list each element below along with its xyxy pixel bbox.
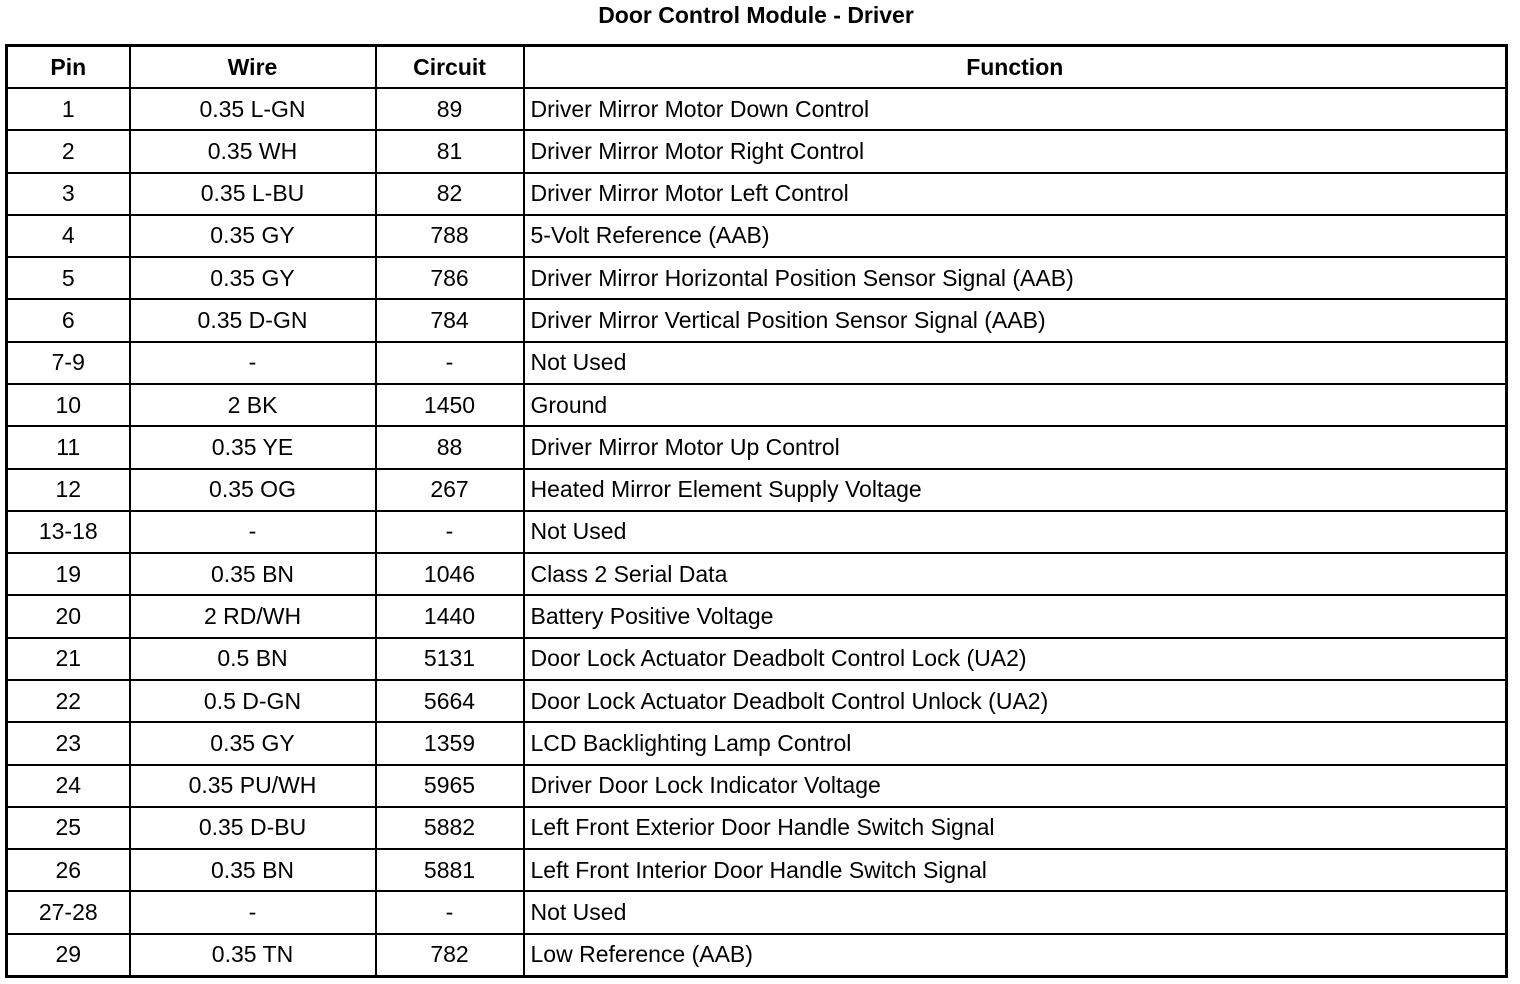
pin-cell: 24 (7, 765, 130, 807)
function-cell: Door Lock Actuator Deadbolt Control Unlock (UA2) (524, 680, 1507, 722)
circuit-cell: 5881 (376, 849, 524, 891)
function-cell: Not Used (524, 511, 1507, 553)
pin-cell: 7-9 (7, 342, 130, 384)
wire-cell: 0.35 BN (130, 849, 376, 891)
wire-cell: 0.35 L-BU (130, 173, 376, 215)
pin-cell: 6 (7, 299, 130, 341)
pin-cell: 13-18 (7, 511, 130, 553)
pin-cell: 25 (7, 807, 130, 849)
wire-cell: 0.35 D-BU (130, 807, 376, 849)
function-cell: Class 2 Serial Data (524, 553, 1507, 595)
wire-cell: 0.5 BN (130, 638, 376, 680)
pin-cell: 2 (7, 130, 130, 172)
circuit-cell: - (376, 342, 524, 384)
wire-cell: 0.35 GY (130, 215, 376, 257)
table-row (7, 257, 1507, 299)
table-row (7, 638, 1507, 680)
circuit-cell: 88 (376, 426, 524, 468)
table-row (7, 173, 1507, 215)
table-header-row (7, 46, 1507, 89)
circuit-cell: 786 (376, 257, 524, 299)
pin-cell: 22 (7, 680, 130, 722)
wire-cell: 0.35 WH (130, 130, 376, 172)
function-cell: Heated Mirror Element Supply Voltage (524, 469, 1507, 511)
wire-cell: 0.35 BN (130, 553, 376, 595)
circuit-cell: 89 (376, 88, 524, 130)
pin-cell: 20 (7, 595, 130, 637)
circuit-cell: - (376, 891, 524, 933)
wire-cell: - (130, 891, 376, 933)
function-cell: Driver Mirror Horizontal Position Sensor Signal (AAB) (524, 257, 1507, 299)
header-circuit: Circuit (376, 46, 524, 89)
pin-cell: 29 (7, 934, 130, 977)
function-cell: 5-Volt Reference (AAB) (524, 215, 1507, 257)
circuit-cell: 82 (376, 173, 524, 215)
table-row (7, 511, 1507, 553)
wire-cell: 0.35 TN (130, 934, 376, 977)
circuit-cell: 5882 (376, 807, 524, 849)
pin-cell: 27-28 (7, 891, 130, 933)
table-row (7, 426, 1507, 468)
wire-cell: - (130, 342, 376, 384)
pin-cell: 5 (7, 257, 130, 299)
circuit-cell: 5664 (376, 680, 524, 722)
table-row (7, 553, 1507, 595)
wire-cell: 0.35 YE (130, 426, 376, 468)
pin-cell: 19 (7, 553, 130, 595)
function-cell: Driver Door Lock Indicator Voltage (524, 765, 1507, 807)
circuit-cell: 5965 (376, 765, 524, 807)
table-row (7, 807, 1507, 849)
function-cell: Driver Mirror Motor Down Control (524, 88, 1507, 130)
function-cell: Left Front Interior Door Handle Switch Signal (524, 849, 1507, 891)
table-row (7, 130, 1507, 172)
table-row (7, 215, 1507, 257)
pin-cell: 1 (7, 88, 130, 130)
table-row (7, 342, 1507, 384)
circuit-cell: 784 (376, 299, 524, 341)
circuit-cell: 5131 (376, 638, 524, 680)
function-cell: Battery Positive Voltage (524, 595, 1507, 637)
circuit-cell: 267 (376, 469, 524, 511)
header-function: Function (524, 46, 1507, 89)
pin-cell: 10 (7, 384, 130, 426)
wire-cell: 0.5 D-GN (130, 680, 376, 722)
circuit-cell: 1440 (376, 595, 524, 637)
table-row (7, 722, 1507, 764)
circuit-cell: 782 (376, 934, 524, 977)
table-row (7, 88, 1507, 130)
circuit-cell: 788 (376, 215, 524, 257)
wire-cell: 0.35 GY (130, 257, 376, 299)
table-row (7, 849, 1507, 891)
pin-cell: 3 (7, 173, 130, 215)
pin-cell: 11 (7, 426, 130, 468)
function-cell: Driver Mirror Motor Right Control (524, 130, 1507, 172)
table-row (7, 299, 1507, 341)
function-cell: LCD Backlighting Lamp Control (524, 722, 1507, 764)
table-row (7, 384, 1507, 426)
function-cell: Driver Mirror Vertical Position Sensor Signal (AAB) (524, 299, 1507, 341)
pin-cell: 12 (7, 469, 130, 511)
pin-cell: 23 (7, 722, 130, 764)
function-cell: Ground (524, 384, 1507, 426)
function-cell: Low Reference (AAB) (524, 934, 1507, 977)
table-row (7, 891, 1507, 933)
function-cell: Left Front Exterior Door Handle Switch Signal (524, 807, 1507, 849)
circuit-cell: - (376, 511, 524, 553)
header-wire: Wire (130, 46, 376, 89)
function-cell: Driver Mirror Motor Up Control (524, 426, 1507, 468)
wire-cell: 0.35 D-GN (130, 299, 376, 341)
wire-cell: 2 BK (130, 384, 376, 426)
function-cell: Not Used (524, 891, 1507, 933)
pin-cell: 4 (7, 215, 130, 257)
function-cell: Driver Mirror Motor Left Control (524, 173, 1507, 215)
circuit-cell: 1450 (376, 384, 524, 426)
page-title: Door Control Module - Driver (598, 2, 914, 28)
circuit-cell: 1359 (376, 722, 524, 764)
wire-cell: 0.35 GY (130, 722, 376, 764)
wire-cell: - (130, 511, 376, 553)
function-cell: Not Used (524, 342, 1507, 384)
pinout-table (5, 44, 1508, 978)
table-row (7, 680, 1507, 722)
table-row (7, 595, 1507, 637)
table-body (7, 88, 1507, 977)
circuit-cell: 81 (376, 130, 524, 172)
table-row (7, 765, 1507, 807)
pin-cell: 26 (7, 849, 130, 891)
function-cell: Door Lock Actuator Deadbolt Control Lock (UA2) (524, 638, 1507, 680)
header-pin: Pin (7, 46, 130, 89)
wire-cell: 2 RD/WH (130, 595, 376, 637)
wire-cell: 0.35 PU/WH (130, 765, 376, 807)
table-row (7, 469, 1507, 511)
table-row (7, 934, 1507, 977)
circuit-cell: 1046 (376, 553, 524, 595)
wire-cell: 0.35 OG (130, 469, 376, 511)
pin-cell: 21 (7, 638, 130, 680)
wire-cell: 0.35 L-GN (130, 88, 376, 130)
